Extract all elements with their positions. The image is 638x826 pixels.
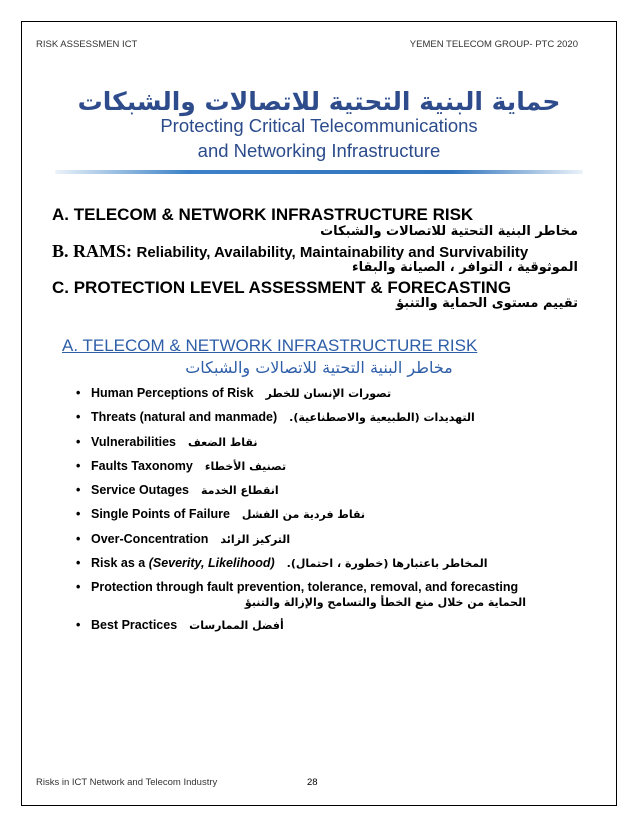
item-ar: نقاط فردية من الفشل bbox=[241, 508, 366, 522]
list-item bbox=[76, 483, 596, 507]
page-number: 28 bbox=[307, 777, 318, 788]
list-item bbox=[76, 507, 596, 531]
item-en: Vulnerabilities bbox=[91, 434, 176, 449]
item-en: Faults Taxonomy bbox=[91, 458, 193, 473]
list-item bbox=[76, 532, 596, 556]
bullet-list bbox=[76, 386, 596, 643]
item-ar: التركيز الزائد bbox=[220, 532, 291, 546]
item-ar: انقطاع الخدمة bbox=[200, 484, 279, 498]
section-c-heading: C. PROTECTION LEVEL ASSESSMENT & FORECASTING bbox=[52, 278, 512, 297]
item-ar: .(خطورة ، احتمال) المخاطر باعتبارها bbox=[286, 557, 488, 571]
item-ar: تصورات الإنسان للخطر bbox=[265, 387, 392, 400]
item-ar: تصنيف الأخطاء bbox=[204, 459, 287, 473]
item-en: Over-Concentration bbox=[91, 531, 209, 546]
section-a-detail-arabic: مخاطر البنية التحتية للاتصالات والشبكات bbox=[185, 358, 453, 377]
item-en-italic: (Severity, Likelihood) bbox=[148, 556, 275, 571]
header-right: YEMEN TELECOM GROUP- PTC 2020 bbox=[409, 39, 578, 50]
item-ar: الحماية من خلال منع الخطأ والتسامح والإزالة والتنبؤ bbox=[244, 596, 526, 610]
item-en: Threats (natural and manmade) bbox=[91, 410, 278, 425]
item-en: Best Practices bbox=[91, 618, 178, 633]
list-item bbox=[76, 459, 596, 483]
item-en: Single Points of Failure bbox=[91, 507, 230, 522]
item-en: Service Outages bbox=[91, 483, 189, 498]
english-title-line2: and Networking Infrastructure bbox=[197, 140, 441, 161]
section-b-rest: Reliability, Availability, Maintainability and Survivability bbox=[136, 244, 529, 261]
item-en: Protection through fault prevention, tolerance, removal, and forecasting bbox=[91, 580, 519, 595]
section-c-arabic: تقييم مستوى الحماية والتنبؤ bbox=[396, 296, 578, 311]
item-ar: نقاط الضعف bbox=[187, 435, 258, 449]
section-b-arabic: الموثوقية ، التوافر ، الصيانة والبقاء bbox=[351, 260, 578, 275]
title-divider bbox=[55, 170, 583, 174]
list-item bbox=[76, 410, 596, 434]
list-item bbox=[76, 386, 596, 410]
list-item bbox=[76, 618, 596, 642]
list-item bbox=[76, 580, 596, 618]
section-b-label: B. RAMS: bbox=[52, 241, 132, 261]
header-left: RISK ASSESSMEN ICT bbox=[36, 39, 138, 50]
item-en: Human Perceptions of Risk bbox=[91, 386, 254, 400]
item-en: Risk as a bbox=[91, 556, 146, 571]
item-ar: أفضل الممارسات bbox=[189, 619, 284, 633]
list-item bbox=[76, 556, 596, 580]
item-ar: .(الطبيعية والاصطناعية) التهديدات bbox=[289, 411, 475, 425]
list-item bbox=[76, 435, 596, 459]
section-a-detail-heading: A. TELECOM & NETWORK INFRASTRUCTURE RISK bbox=[62, 336, 478, 355]
section-a-arabic: مخاطر البنية التحتية للاتصالات والشبكات bbox=[320, 224, 578, 239]
arabic-title: حماية البنية التحتية للاتصالات والشبكات bbox=[77, 87, 561, 116]
english-title-line1: Protecting Critical Telecommunications bbox=[160, 115, 478, 136]
footer-left: Risks in ICT Network and Telecom Industry bbox=[36, 777, 218, 788]
section-a-heading: A. TELECOM & NETWORK INFRASTRUCTURE RISK bbox=[52, 205, 474, 224]
section-b-heading bbox=[52, 241, 528, 262]
